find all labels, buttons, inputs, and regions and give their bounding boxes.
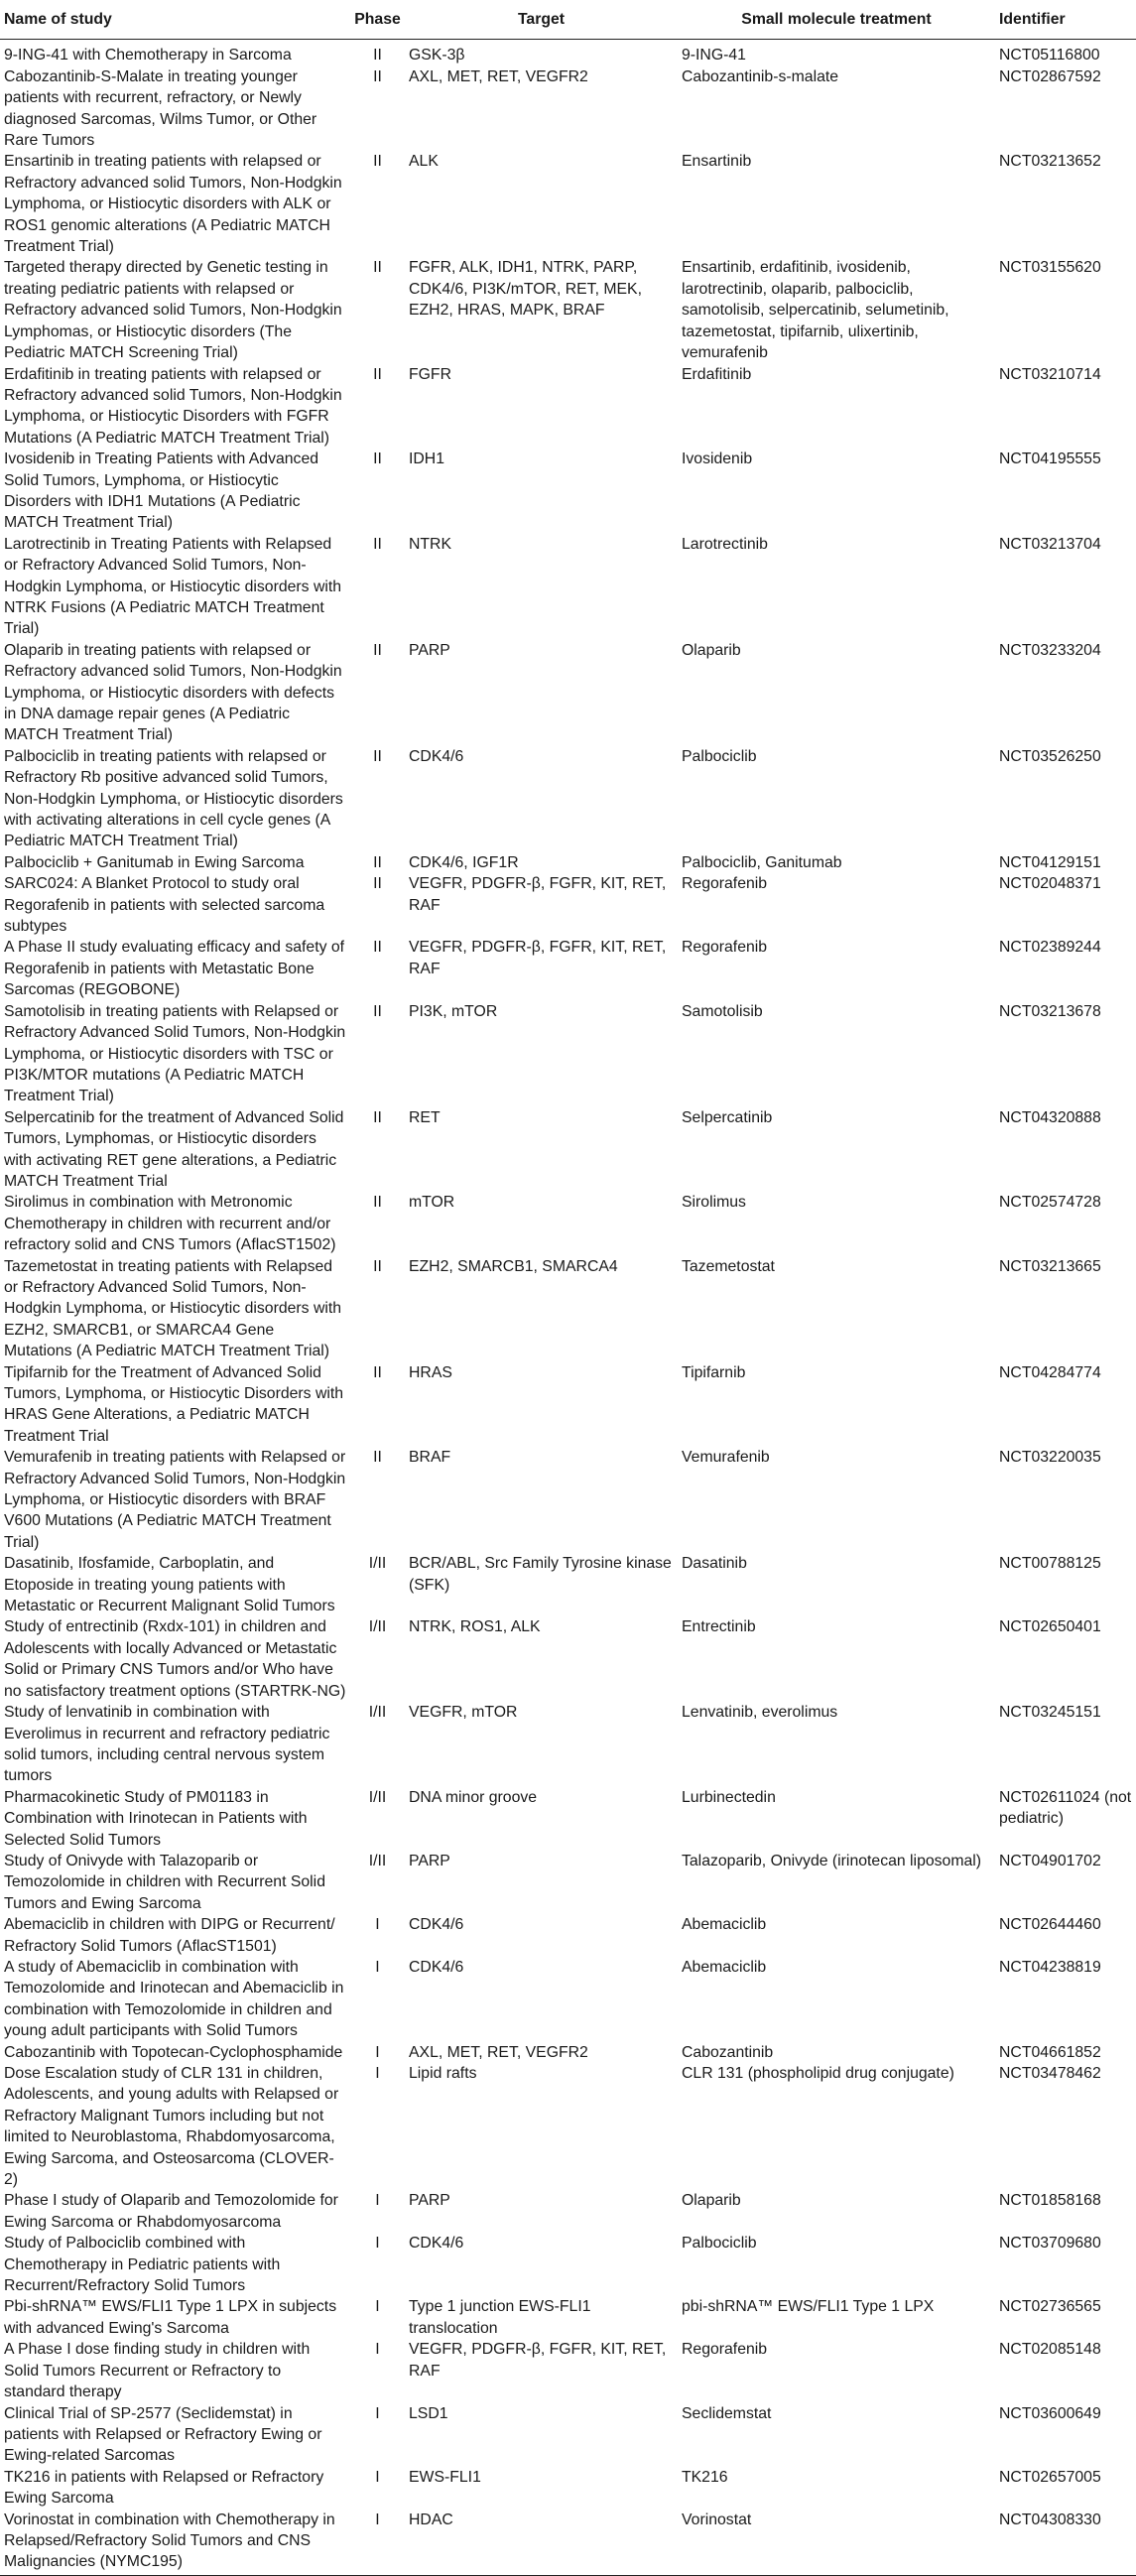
study-name-cell: Clinical Trial of SP-2577 (Seclidemstat) in patients with Relapsed or Refractory Ewing or Ewing-related Sarcomas <box>4 2404 322 2465</box>
table-row <box>0 66 1136 152</box>
study-name-cell: Dose Escalation study of CLR 131 in children, Adolescents, and young adults with Relapsed or Refractory Malignant Tumors including but not limited to Neuroblastoma, Rhabdomyosarcoma, Ewing Sarcoma, and Osteosarcoma (CLOVER-2) <box>4 2065 339 2189</box>
phase-cell: I/II <box>368 1618 387 1636</box>
phase-cell: I/II <box>368 1852 387 1869</box>
study-name-cell: Tipifarnib for the Treatment of Advanced Solid Tumors, Lymphoma, or Histiocytic Disorders with HRAS Gene Alterations, a Pediatric MATCH Treatment Trial <box>4 1363 344 1445</box>
treatment-cell: Tazemetostat <box>682 1257 775 1275</box>
phase-cell: II <box>373 153 382 171</box>
header-name-of-study: Name of study <box>0 0 350 40</box>
header-row <box>0 0 1136 40</box>
identifier-cell: NCT03526250 <box>999 747 1101 765</box>
study-name-cell: Study of lenvatinib in combination with Everolimus in recurrent and refractory pediatric solid tumors, including central nervous system tumors <box>4 1704 330 1785</box>
identifier-cell: NCT02736565 <box>999 2298 1101 2316</box>
identifier-cell: NCT02657005 <box>999 2468 1101 2486</box>
table-row <box>0 364 1136 450</box>
table-row <box>0 2063 1136 2190</box>
table-row <box>0 257 1136 363</box>
phase-cell: II <box>373 641 382 659</box>
table-row <box>0 2467 1136 2510</box>
table-row <box>0 640 1136 746</box>
treatment-cell: Cabozantinib-s-malate <box>682 67 839 85</box>
target-cell: CDK4/6 <box>409 1916 464 1934</box>
phase-cell: II <box>373 1194 382 1212</box>
study-name-cell: Palbociclib + Ganitumab in Ewing Sarcoma <box>4 853 305 871</box>
target-cell: AXL, MET, RET, VEGFR2 <box>409 67 588 85</box>
treatment-cell: TK216 <box>682 2468 728 2486</box>
phase-cell: I/II <box>368 1788 387 1806</box>
identifier-cell: NCT02389244 <box>999 939 1101 957</box>
identifier-cell: NCT02644460 <box>999 1916 1101 1934</box>
phase-cell: II <box>373 939 382 957</box>
study-name-cell: Erdafitinib in treating patients with relapsed or Refractory advanced solid Tumors, Non-Hodgkin Lymphoma, or Histiocytic Disorders with FGFR Mutations (A Pediatric MATCH Treatment Trial) <box>4 365 342 447</box>
identifier-cell: NCT02085148 <box>999 2341 1101 2359</box>
study-name-cell: TK216 in patients with Relapsed or Refractory Ewing Sarcoma <box>4 2468 324 2508</box>
identifier-cell: NCT03600649 <box>999 2404 1101 2422</box>
study-name-cell: A Phase II study evaluating efficacy and safety of Regorafenib in patients with Metastatic Bone Sarcomas (REGOBONE) <box>4 939 345 999</box>
table-row <box>0 1447 1136 1553</box>
phase-cell: I <box>375 2468 380 2486</box>
study-name-cell: Olaparib in treating patients with relapsed or Refractory advanced solid Tumors, Non-Hodgkin Lymphoma, or Histiocytic disorders with defects in DNA damage repair genes (A Pediatric MATCH Treatment Trial) <box>4 641 342 744</box>
phase-cell: I <box>375 2043 380 2061</box>
treatment-cell: Seclidemstat <box>682 2404 772 2422</box>
study-name-cell: Palbociclib in treating patients with relapsed or Refractory Rb positive advanced solid Tumors, Non-Hodgkin Lymphoma, or Histiocytic disorders with activating alterations in cell cycle genes (A Pediatric MATCH Treatment Trial) <box>4 747 343 850</box>
study-name-cell: Pbi-shRNA™ EWS/FLI1 Type 1 LPX in subjects with advanced Ewing's Sarcoma <box>4 2298 337 2337</box>
study-name-cell: Pharmacokinetic Study of PM01183 in Combination with Irinotecan in Patients with Selected Solid Tumors <box>4 1788 308 1849</box>
identifier-cell: NCT03709680 <box>999 2235 1101 2253</box>
treatment-cell: Lurbinectedin <box>682 1788 776 1806</box>
phase-cell: I/II <box>368 1704 387 1722</box>
identifier-cell: NCT00788125 <box>999 1555 1101 1573</box>
study-name-cell: Dasatinib, Ifosfamide, Carboplatin, and Etoposide in treating young patients with Metastatic or Recurrent Malignant Solid Tumors <box>4 1555 335 1615</box>
identifier-cell: NCT03155620 <box>999 259 1101 277</box>
treatment-cell: Palbociclib, Ganitumab <box>682 853 842 871</box>
identifier-cell: NCT04284774 <box>999 1363 1101 1381</box>
identifier-cell: NCT03478462 <box>999 2065 1101 2082</box>
target-cell: PARP <box>409 2192 450 2210</box>
identifier-cell: NCT03213652 <box>999 153 1101 171</box>
target-cell: mTOR <box>409 1194 455 1212</box>
treatment-cell: Olaparib <box>682 641 741 659</box>
identifier-cell: NCT04238819 <box>999 1958 1101 1976</box>
phase-cell: II <box>373 1257 382 1275</box>
identifier-cell: NCT04320888 <box>999 1108 1101 1126</box>
target-cell: VEGFR, mTOR <box>409 1704 518 1722</box>
table-row <box>0 449 1136 534</box>
identifier-cell: NCT03210714 <box>999 365 1101 383</box>
treatment-cell: Lenvatinib, everolimus <box>682 1704 838 1722</box>
treatment-cell: Ensartinib, erdafitinib, ivosidenib, larotrectinib, olaparib, palbociclib, samotolisib, selpercatinib, selumetinib, tazemetostat, tipifarnib, ulixertinib, vemurafenib <box>682 259 949 362</box>
target-cell: HRAS <box>409 1363 452 1381</box>
target-cell: ALK <box>409 153 439 171</box>
study-name-cell: SARC024: A Blanket Protocol to study oral Regorafenib in patients with selected sarcoma subtypes <box>4 875 325 936</box>
target-cell: RET <box>409 1108 441 1126</box>
table-row <box>0 1107 1136 1193</box>
treatment-cell: CLR 131 (phospholipid drug conjugate) <box>682 2065 954 2082</box>
phase-cell: II <box>373 1363 382 1381</box>
study-name-cell: Samotolisib in treating patients with Relapsed or Refractory Advanced Solid Tumors, Non-Hodgkin Lymphoma, or Histiocytic disorders with TSC or PI3K/MTOR mutations (A Pediatric MATCH Treatment Trial) <box>4 1002 346 1105</box>
table-row <box>0 151 1136 257</box>
treatment-cell: Palbociclib <box>682 2235 757 2253</box>
identifier-cell: NCT04308330 <box>995 2510 1136 2576</box>
phase-cell: I <box>375 2235 380 2253</box>
phase-cell: I <box>375 1916 380 1934</box>
phase-cell: II <box>373 1449 382 1467</box>
phase-cell: II <box>373 47 382 64</box>
table-row <box>0 1001 1136 1107</box>
table-row <box>0 2403 1136 2467</box>
header-phase: Phase <box>350 0 405 40</box>
target-cell: PARP <box>409 1852 450 1869</box>
phase-cell: I/II <box>368 1555 387 1573</box>
table-row <box>0 1362 1136 1448</box>
target-cell: CDK4/6 <box>409 2235 464 2253</box>
identifier-cell: NCT03213704 <box>999 535 1101 553</box>
phase-cell: II <box>373 1108 382 1126</box>
table-row <box>0 1553 1136 1616</box>
header-small-molecule-treatment: Small molecule treatment <box>678 0 995 40</box>
target-cell: EWS-FLI1 <box>409 2468 481 2486</box>
phase-cell: II <box>373 747 382 765</box>
target-cell: EZH2, SMARCB1, SMARCA4 <box>409 1257 618 1275</box>
treatment-cell: Dasatinib <box>682 1555 747 1573</box>
table-row <box>0 1702 1136 1787</box>
target-cell: CDK4/6, IGF1R <box>409 853 519 871</box>
table-body <box>0 40 1136 2575</box>
identifier-cell: NCT03213665 <box>999 1257 1101 1275</box>
table-row <box>0 873 1136 937</box>
target-cell: BRAF <box>409 1449 451 1467</box>
identifier-cell: NCT04129151 <box>999 853 1101 871</box>
treatment-cell: Vemurafenib <box>682 1449 770 1467</box>
target-cell: IDH1 <box>409 451 444 468</box>
identifier-cell: NCT02650401 <box>999 1618 1101 1636</box>
table-row <box>0 2339 1136 2402</box>
treatment-cell: Abemaciclib <box>682 1916 767 1934</box>
table-row <box>0 1256 1136 1362</box>
phase-cell: I <box>375 2298 380 2316</box>
phase-cell: II <box>373 853 382 871</box>
target-cell: VEGFR, PDGFR-β, FGFR, KIT, RET, RAF <box>409 875 667 914</box>
table-row <box>0 2190 1136 2233</box>
study-name-cell: Study of entrectinib (Rxdx-101) in children and Adolescents with locally Advanced or Metastatic Solid or Primary CNS Tumors and/or Who have no satisfactory treatment options (STARTRK-NG) <box>4 1618 346 1700</box>
phase-cell: I <box>375 2404 380 2422</box>
study-name-cell: Ensartinib in treating patients with relapsed or Refractory advanced solid Tumors, Non-Hodgkin Lymphoma, or Histiocytic disorders with ALK or ROS1 genomic alterations (A Pediatric MATCH Treatment Trial) <box>4 153 342 256</box>
table-row <box>0 2042 1136 2063</box>
study-name-cell: Cabozantinib with Topotecan-Cyclophosphamide <box>4 2043 343 2061</box>
phase-cell: I <box>375 2192 380 2210</box>
table-row <box>0 937 1136 1000</box>
treatment-cell: Ivosidenib <box>682 451 753 468</box>
table-row <box>0 746 1136 852</box>
identifier-cell: NCT04661852 <box>999 2043 1101 2061</box>
target-cell: Lipid rafts <box>409 2065 477 2082</box>
identifier-cell: NCT02048371 <box>999 875 1101 893</box>
target-cell: VEGFR, PDGFR-β, FGFR, KIT, RET, RAF <box>409 2341 667 2380</box>
target-cell: HDAC <box>405 2510 678 2576</box>
identifier-cell: NCT03220035 <box>999 1449 1101 1467</box>
table-row <box>0 1192 1136 1255</box>
treatment-cell: Talazoparib, Onivyde (irinotecan liposomal) <box>682 1852 982 1869</box>
table-row <box>0 534 1136 640</box>
table-row <box>0 852 1136 873</box>
target-cell: CDK4/6 <box>409 1958 464 1976</box>
phase-cell: II <box>373 67 382 85</box>
target-cell: LSD1 <box>409 2404 448 2422</box>
target-cell: NTRK, ROS1, ALK <box>409 1618 541 1636</box>
treatment-cell: Regorafenib <box>682 2341 768 2359</box>
study-name-cell: 9-ING-41 with Chemotherapy in Sarcoma <box>4 47 292 64</box>
study-name-cell: Vorinostat in combination with Chemotherapy in Relapsed/Refractory Solid Tumors and CNS Malignancies (NYMC195) <box>0 2510 350 2576</box>
treatment-cell: pbi-shRNA™ EWS/FLI1 Type 1 LPX <box>682 2298 935 2316</box>
phase-cell: I <box>350 2510 405 2576</box>
treatment-cell: Entrectinib <box>682 1618 756 1636</box>
identifier-cell: NCT03233204 <box>999 641 1101 659</box>
study-name-cell: A study of Abemaciclib in combination with Temozolomide and Irinotecan and Abemaciclib in combination with Temozolomide in children and young adult participants with Solid Tumors <box>4 1958 344 2040</box>
target-cell: VEGFR, PDGFR-β, FGFR, KIT, RET, RAF <box>409 939 667 977</box>
identifier-cell: NCT01858168 <box>999 2192 1101 2210</box>
study-name-cell: Study of Onivyde with Talazoparib or Temozolomide in children with Recurrent Solid Tumors and Ewing Sarcoma <box>4 1852 325 1912</box>
target-cell: DNA minor groove <box>409 1788 538 1806</box>
study-name-cell: Larotrectinib in Treating Patients with Relapsed or Refractory Advanced Solid Tumors, Non-Hodgkin Lymphoma, or Histiocytic disorders with NTRK Fusions (A Pediatric MATCH Treatment Trial) <box>4 535 342 638</box>
identifier-cell: NCT02611024 (not pediatric) <box>999 1788 1132 1828</box>
table-row <box>0 1787 1136 1851</box>
phase-cell: I <box>375 1958 380 1976</box>
treatment-cell: Larotrectinib <box>682 535 768 553</box>
phase-cell: II <box>373 875 382 893</box>
treatment-cell: Samotolisib <box>682 1002 763 1020</box>
study-name-cell: Selpercatinib for the treatment of Advanced Solid Tumors, Lymphomas, or Histiocytic disorders with activating RET gene alterations, a Pediatric MATCH Treatment Trial <box>4 1108 344 1190</box>
treatment-cell: Vorinostat <box>678 2510 995 2576</box>
treatment-cell: Palbociclib <box>682 747 757 765</box>
study-name-cell: Sirolimus in combination with Metronomic Chemotherapy in children with recurrent and/or refractory solid and CNS Tumors (AflacST1502) <box>4 1194 336 1254</box>
target-cell: AXL, MET, RET, VEGFR2 <box>409 2043 588 2061</box>
study-name-cell: Abemaciclib in children with DIPG or Recurrent/ Refractory Solid Tumors (AflacST1501) <box>4 1916 335 1955</box>
phase-cell: II <box>373 1002 382 1020</box>
treatment-cell: Ensartinib <box>682 153 752 171</box>
target-cell: FGFR <box>409 365 451 383</box>
target-cell: PI3K, mTOR <box>409 1002 498 1020</box>
identifier-cell: NCT02867592 <box>999 67 1101 85</box>
identifier-cell: NCT05116800 <box>999 47 1100 64</box>
target-cell: PARP <box>409 641 450 659</box>
target-cell: GSK-3β <box>409 47 465 64</box>
treatment-cell: Tipifarnib <box>682 1363 746 1381</box>
phase-cell: I <box>375 2065 380 2082</box>
table-row <box>0 1914 1136 1957</box>
phase-cell: II <box>373 259 382 277</box>
treatment-cell: Cabozantinib <box>682 2043 774 2061</box>
study-name-cell: Study of Palbociclib combined with Chemotherapy in Pediatric patients with Recurrent/Refractory Solid Tumors <box>4 2235 281 2295</box>
phase-cell: I <box>375 2341 380 2359</box>
table-row <box>0 1957 1136 2042</box>
target-cell: CDK4/6 <box>409 747 464 765</box>
phase-cell: II <box>373 451 382 468</box>
study-name-cell: Tazemetostat in treating patients with Relapsed or Refractory Advanced Solid Tumors, Non-Hodgkin Lymphoma, or Histiocytic disorders with EZH2, SMARCB1, or SMARCA4 Gene Mutations (A Pediatric MATCH Treatment Trial) <box>4 1257 342 1360</box>
identifier-cell: NCT04195555 <box>999 451 1101 468</box>
study-name-cell: Vemurafenib in treating patients with Relapsed or Refractory Advanced Solid Tumors, Non-Hodgkin Lymphoma, or Histiocytic disorders with BRAF V600 Mutations (A Pediatric MATCH Treatment Trial) <box>4 1449 346 1551</box>
target-cell: Type 1 junction EWS-FLI1 translocation <box>409 2298 591 2337</box>
study-name-cell: Phase I study of Olaparib and Temozolomide for Ewing Sarcoma or Rhabdomyosarcoma <box>4 2192 338 2231</box>
treatment-cell: Selpercatinib <box>682 1108 773 1126</box>
treatment-cell: Regorafenib <box>682 939 768 957</box>
phase-cell: II <box>373 365 382 383</box>
treatment-cell: Abemaciclib <box>682 1958 767 1976</box>
table-row <box>0 2296 1136 2339</box>
study-name-cell: A Phase I dose finding study in children with Solid Tumors Recurrent or Refractory to standard therapy <box>4 2341 311 2401</box>
treatment-cell: Olaparib <box>682 2192 741 2210</box>
treatment-cell: 9-ING-41 <box>682 47 746 64</box>
identifier-cell: NCT03213678 <box>999 1002 1101 1020</box>
table-row <box>0 2233 1136 2296</box>
treatment-cell: Regorafenib <box>682 875 768 893</box>
phase-cell: II <box>373 535 382 553</box>
target-cell: FGFR, ALK, IDH1, NTRK, PARP, CDK4/6, PI3K/mTOR, RET, MEK, EZH2, HRAS, MAPK, BRAF <box>409 259 642 320</box>
identifier-cell: NCT02574728 <box>999 1194 1101 1212</box>
treatment-cell: Sirolimus <box>682 1194 746 1212</box>
identifier-cell: NCT03245151 <box>999 1704 1101 1722</box>
table-row <box>0 2510 1136 2576</box>
target-cell: NTRK <box>409 535 452 553</box>
target-cell: BCR/ABL, Src Family Tyrosine kinase (SFK) <box>409 1555 672 1594</box>
table-row <box>0 40 1136 66</box>
identifier-cell: NCT04901702 <box>999 1852 1101 1869</box>
treatment-cell: Erdafitinib <box>682 365 752 383</box>
study-name-cell: Ivosidenib in Treating Patients with Advanced Solid Tumors, Lymphoma, or Histiocytic Disorders with IDH1 Mutations (A Pediatric MATCH Treatment Trial) <box>4 451 319 532</box>
study-name-cell: Cabozantinib-S-Malate in treating younger patients with recurrent, refractory, or Newly diagnosed Sarcomas, Wilms Tumor, or Other Rare Tumors <box>4 67 317 150</box>
header-target: Target <box>405 0 678 40</box>
table-row <box>0 1851 1136 1914</box>
header-identifier: Identifier <box>995 0 1136 40</box>
table-header <box>0 0 1136 40</box>
table-row <box>0 1616 1136 1702</box>
study-name-cell: Targeted therapy directed by Genetic testing in treating pediatric patients with relapsed or Refractory advanced solid Tumors, Non-Hodgkin Lymphomas, or Histiocytic disorders (The Pediatric MATCH Screening Trial) <box>4 259 342 362</box>
